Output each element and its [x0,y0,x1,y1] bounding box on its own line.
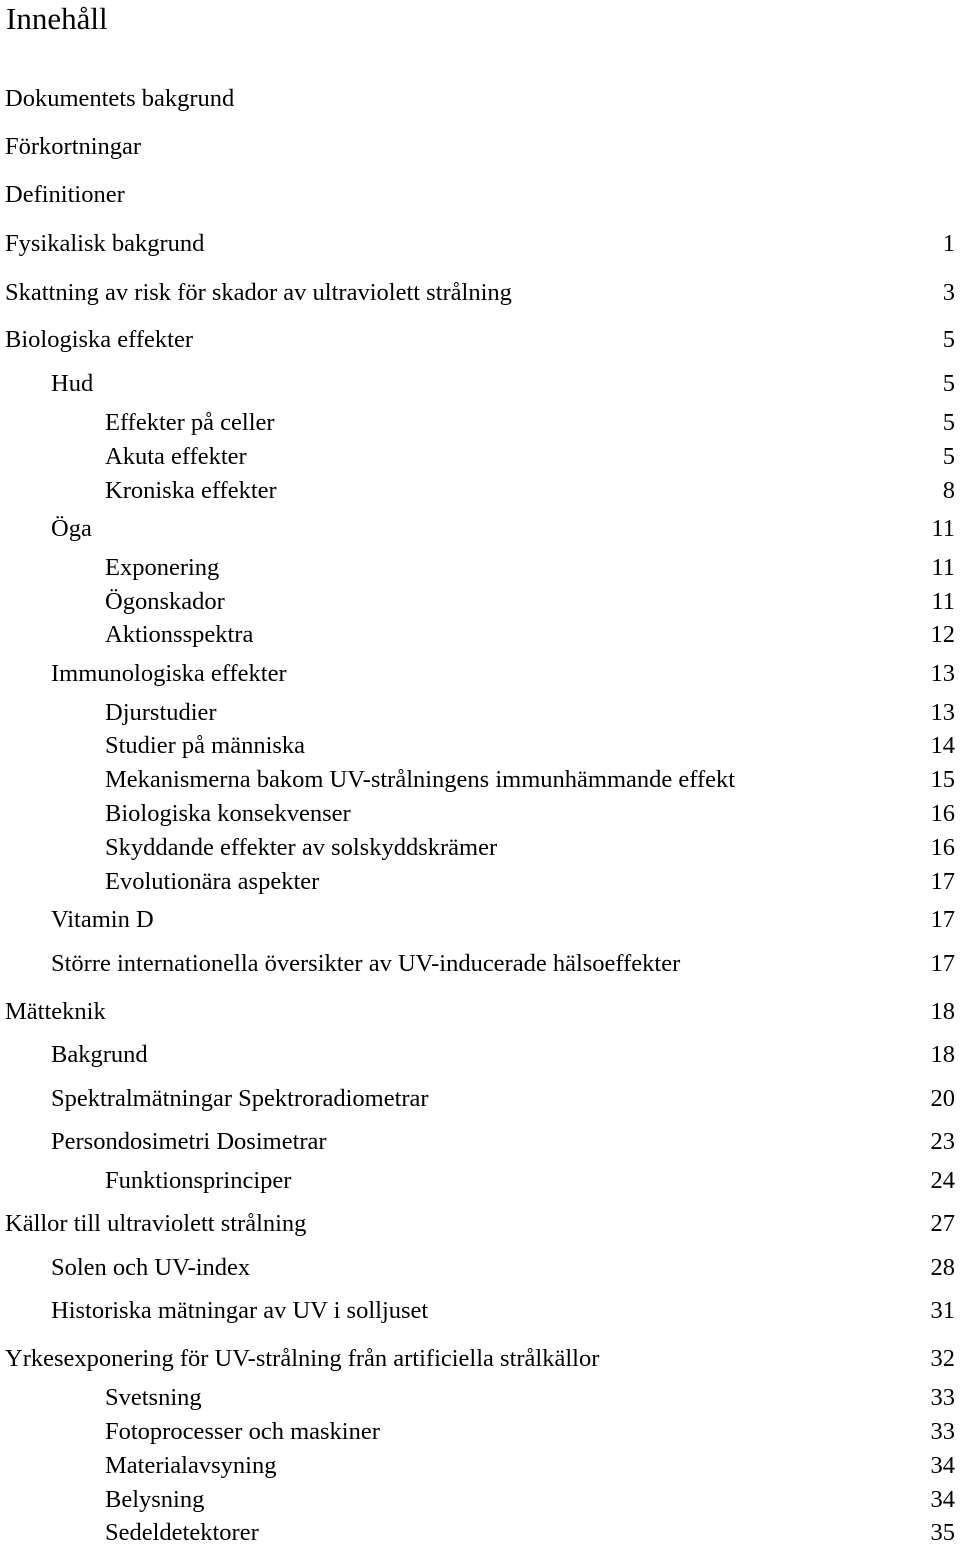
toc-entry-title: Persondosimetri Dosimetrar [51,1128,327,1155]
toc-entry-title: Biologiska konsekvenser [105,800,351,827]
toc-entry-title: Funktionsprinciper [105,1167,292,1194]
toc-entry[interactable] [0,765,960,795]
toc-entry[interactable] [0,369,960,399]
toc-entry-page: 16 [930,834,955,861]
toc-entry[interactable] [0,1296,960,1326]
toc-entry-page: 28 [930,1254,955,1281]
toc-entry[interactable] [0,1451,960,1481]
toc-entry-title: Hud [51,370,94,397]
toc-entry[interactable] [0,84,960,114]
toc-entry[interactable] [0,620,960,650]
toc-entry-page: 23 [930,1128,955,1155]
toc-entry-page: 34 [930,1486,955,1513]
toc-entry-title: Historiska mätningar av UV i solljuset [51,1297,429,1324]
toc-entry-title: Källor till ultraviolett strålning [5,1210,307,1237]
toc-entry-title: Fotoprocesser och maskiner [105,1418,380,1445]
toc-entry-page: 1 [942,230,955,257]
toc-entry-title: Studier på människa [105,732,306,759]
toc-entry-page: 35 [930,1519,955,1546]
toc-entry[interactable] [0,659,960,689]
toc-entry-page: 12 [930,621,955,648]
toc-entry-title: Öga [51,515,92,542]
toc-entry-title: Fysikalisk bakgrund [5,230,205,257]
toc-entry-page: 11 [931,588,955,615]
toc-entry[interactable] [0,1485,960,1515]
toc-entry-page: 11 [931,515,955,542]
toc-entry[interactable] [0,1084,960,1114]
toc-entry-title: Solen och UV-index [51,1254,251,1281]
toc-entry-page: 15 [930,766,955,793]
toc-entry-page: 27 [930,1210,955,1237]
toc-entry[interactable] [0,442,960,472]
toc-entry-title: Aktionsspektra [105,621,254,648]
toc-entry-title: Akuta effekter [105,443,247,470]
toc-entry[interactable] [0,698,960,728]
toc-entry-page: 8 [942,477,955,504]
toc-entry[interactable] [0,476,960,506]
toc-entry-title: Större internationella översikter av UV-inducerade hälsoeffekter [51,950,681,977]
toc-entry-title: Definitioner [5,181,125,208]
toc-entry-title: Biologiska effekter [5,326,194,353]
toc-entry-title: Yrkesexponering för UV-strålning från artificiella strålkällor [5,1345,600,1372]
toc-entry[interactable] [0,1209,960,1239]
toc-entry[interactable] [0,132,960,162]
toc-entry-title: Förkortningar [5,133,142,160]
toc-entry-page: 34 [930,1452,955,1479]
toc-entry-title: Bakgrund [51,1041,148,1068]
toc-entry-page: 17 [930,906,955,933]
toc-entry-title: Ögonskador [105,588,225,615]
toc-entry-page: 5 [942,409,955,436]
toc-entry-title: Vitamin D [51,906,154,933]
toc-entry[interactable] [0,1040,960,1070]
toc-entry[interactable] [0,1344,960,1374]
toc-entry[interactable] [0,229,960,259]
toc-entry-page: 32 [930,1345,955,1372]
toc-entry-page: 5 [942,326,955,353]
toc-entry-title: Mekanismerna bakom UV-strålningens immunhämmande effekt [105,766,736,793]
toc-entry[interactable] [0,799,960,829]
toc-entry-title: Exponering [105,554,220,581]
toc-entry[interactable] [0,997,960,1027]
toc-entry[interactable] [0,1127,960,1157]
toc-entry-title: Kroniska effekter [105,477,277,504]
toc-entry-page: 11 [931,554,955,581]
toc-entry-title: Svetsning [105,1384,202,1411]
toc-entry-page: 18 [930,998,955,1025]
toc-entry-title: Djurstudier [105,699,217,726]
toc-entry-page: 3 [942,279,955,306]
toc-entry-title: Belysning [105,1486,205,1513]
toc-entry-page: 5 [942,370,955,397]
toc-entry[interactable] [0,553,960,583]
toc-entry-page: 24 [930,1167,955,1194]
toc-entry[interactable] [0,905,960,935]
toc-entry[interactable] [0,731,960,761]
toc-entry[interactable] [0,325,960,355]
toc-entry[interactable] [0,514,960,544]
toc-entry[interactable] [0,408,960,438]
toc-entry-title: Effekter på celler [105,409,275,436]
toc-entry[interactable] [0,833,960,863]
toc-entry-title: Spektralmätningar Spektroradiometrar [51,1085,429,1112]
toc-entry[interactable] [0,1166,960,1196]
toc-entry-page: 18 [930,1041,955,1068]
toc-entry[interactable] [0,1253,960,1283]
toc-entry[interactable] [0,180,960,210]
toc-entry-title: Immunologiska effekter [51,660,287,687]
toc-entry-page: 33 [930,1418,955,1445]
toc-entry-page: 13 [930,699,955,726]
toc-entry-page: 16 [930,800,955,827]
toc-entry-page: 5 [942,443,955,470]
toc-entry-title: Skattning av risk för skador av ultraviolett strålning [5,279,512,306]
toc-entry[interactable] [0,1417,960,1447]
toc-entry-page: 17 [930,868,955,895]
toc-entry-page: 17 [930,950,955,977]
toc-entry-title: Skyddande effekter av solskyddskrämer [105,834,498,861]
toc-entry-page: 31 [930,1297,955,1324]
toc-entry[interactable] [0,1383,960,1413]
toc-entry[interactable] [0,587,960,617]
toc-entry[interactable] [0,867,960,897]
toc-entry-title: Sedeldetektorer [105,1519,259,1546]
toc-entry[interactable] [0,278,960,308]
toc-entry-page: 13 [930,660,955,687]
toc-entry-title: Evolutionära aspekter [105,868,320,895]
toc-entry-title: Mätteknik [5,998,106,1025]
toc-entry-page: 33 [930,1384,955,1411]
toc-entry-page: 20 [930,1085,955,1112]
toc-entry-page: 14 [930,732,955,759]
toc-entry[interactable] [0,949,960,979]
toc-entry-title: Dokumentets bakgrund [5,85,235,112]
toc-entry-title: Materialavsyning [105,1452,277,1479]
page-title: Innehåll [6,1,108,36]
